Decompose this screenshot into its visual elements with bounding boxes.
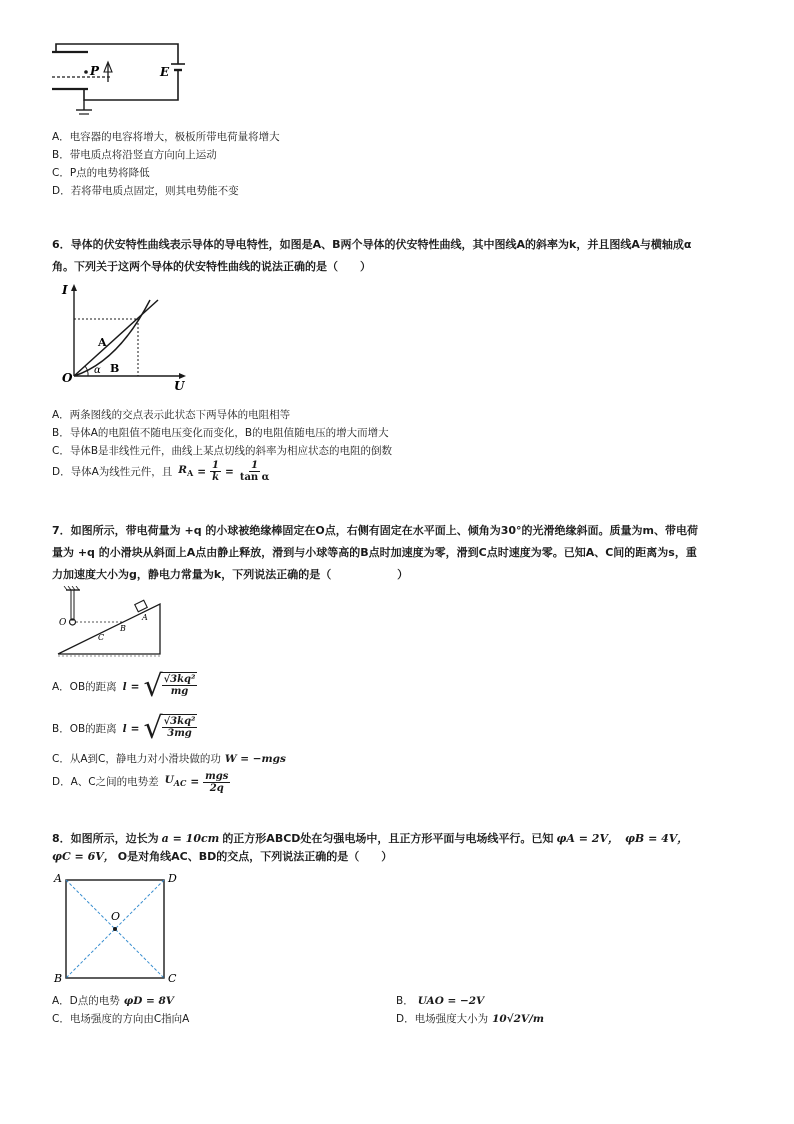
q7-option-c-formula: W = −mgs <box>224 753 286 765</box>
q6-d-frac1: $\frac{1}{k}$ <box>212 460 220 483</box>
label-o: O <box>111 910 121 923</box>
q6-d-sub: A <box>187 468 194 479</box>
q7-option-d: D．A、C之间的电势差 $U_{AC}$ = $\frac{\text{mgs}}{2q}$ <box>52 770 229 794</box>
curve-b-label: B <box>110 362 120 375</box>
iv-curve-figure <box>58 280 198 392</box>
label-b: B <box>120 624 126 633</box>
q6-d-lhs: R <box>178 463 188 476</box>
label-o: O <box>59 618 67 628</box>
q7-option-b: B．OB的距离 l = √ $\frac{\text{√3kq²}}{3mg}$ <box>52 711 196 746</box>
origin-label: O <box>62 371 73 385</box>
q6-option-b: B．导体A的电阻值不随电压变化而变化，B的电阻值随电压的增大而增大 <box>52 427 389 439</box>
angle-label: α <box>94 365 101 376</box>
q7-option-a: A．OB的距离 l = √ $\frac{\text{√3kq²}}{mg}$ <box>52 669 196 704</box>
q8-stem-line2: φC = 6V， O是对角线AC、BD的交点，下列说法正确的是（ ） <box>52 850 393 863</box>
label-e: E <box>160 65 170 79</box>
square-field-figure <box>52 870 184 988</box>
q8-option-b: B． UAO = −2V <box>396 995 485 1007</box>
label-d: D <box>168 872 177 885</box>
q6-stem-line1: 6．导体的伏安特性曲线表示导体的导电特性，如图是A、B两个导体的伏安特性曲线，其中图线A的斜率为k，并且图线A与横轴成α <box>52 238 692 251</box>
q7-stem-line1: 7．如图所示，带电荷量为 +q 的小球被绝缘棒固定在O点，右侧有固定在水平面上、倾角为30°的光滑绝缘斜面。质量为m、带电荷 <box>52 524 699 537</box>
q8-stem-line1: 8．如图所示，边长为 a = 10cm 的正方形ABCD处在匀强电场中，且正方形平面与电场线平行。已知 φA = 2V， φB = 4V， <box>52 832 689 845</box>
q6-option-d: D．导体A为线性元件，且 $R_A$ = $\frac{1}{k}$ = $\frac{1}{\text{tan α}}$ <box>52 460 270 483</box>
q6-d-frac2: $\frac{1}{\text{tan α}}$ <box>239 460 270 483</box>
q7-option-b-text: B．OB的距离 <box>52 723 117 735</box>
label-a: A <box>54 872 62 885</box>
axis-i-label: I <box>62 283 68 297</box>
q8-option-c: C．电场强度的方向由C指向A <box>52 1013 190 1025</box>
q7-option-c: C．从A到C，静电力对小滑块做的功 W = −mgs <box>52 753 286 765</box>
incline-figure <box>56 586 168 660</box>
q6-option-d-text: D．导体A为线性元件，且 <box>52 465 173 478</box>
label-b: B <box>54 972 63 985</box>
q8-option-d: D．电场强度大小为 10√2V/m <box>396 1013 545 1025</box>
q6-stem-line2: 角。下列关于这两个导体的伏安特性曲线的说法正确的是（ ） <box>52 260 371 273</box>
q7-stem-line2: 量为 +q 的小滑块从斜面上A点由静止释放，滑到与小球等高的B点时加速度为零，滑到C点时速度为零。已知A、C间的距离为s，重 <box>52 546 697 559</box>
q8-option-a: A．D点的电势 φD = 8V <box>52 995 174 1007</box>
label-c: C <box>168 972 177 985</box>
label-c: C <box>98 633 105 642</box>
q5-option-b: B．带电质点将沿竖直方向向上运动 <box>52 149 217 161</box>
curve-a-label: A <box>98 336 107 349</box>
axis-u-label: U <box>174 379 185 392</box>
q6-option-c: C．导体B是非线性元件，曲线上某点切线的斜率为相应状态的电阻的倒数 <box>52 445 393 457</box>
q5-option-d: D．若将带电质点固定，则其电势能不变 <box>52 185 239 197</box>
q6-option-a: A．两条图线的交点表示此状态下两导体的电阻相等 <box>52 409 291 421</box>
q7-d-frac: $\frac{\text{mgs}}{2q}$ <box>205 770 229 794</box>
q7-option-a-text: A．OB的距离 <box>52 681 117 693</box>
label-p: P <box>90 64 100 78</box>
label-a: A <box>142 613 148 622</box>
capacitor-circuit-figure <box>48 34 198 122</box>
q5-option-a: A．电容器的电容将增大，极板所带电荷量将增大 <box>52 131 280 143</box>
q7-stem-line3: 力加速度大小为g，静电力常量为k，下列说法正确的是（ ） <box>52 568 409 581</box>
q5-option-c: C．P点的电势将降低 <box>52 167 150 179</box>
